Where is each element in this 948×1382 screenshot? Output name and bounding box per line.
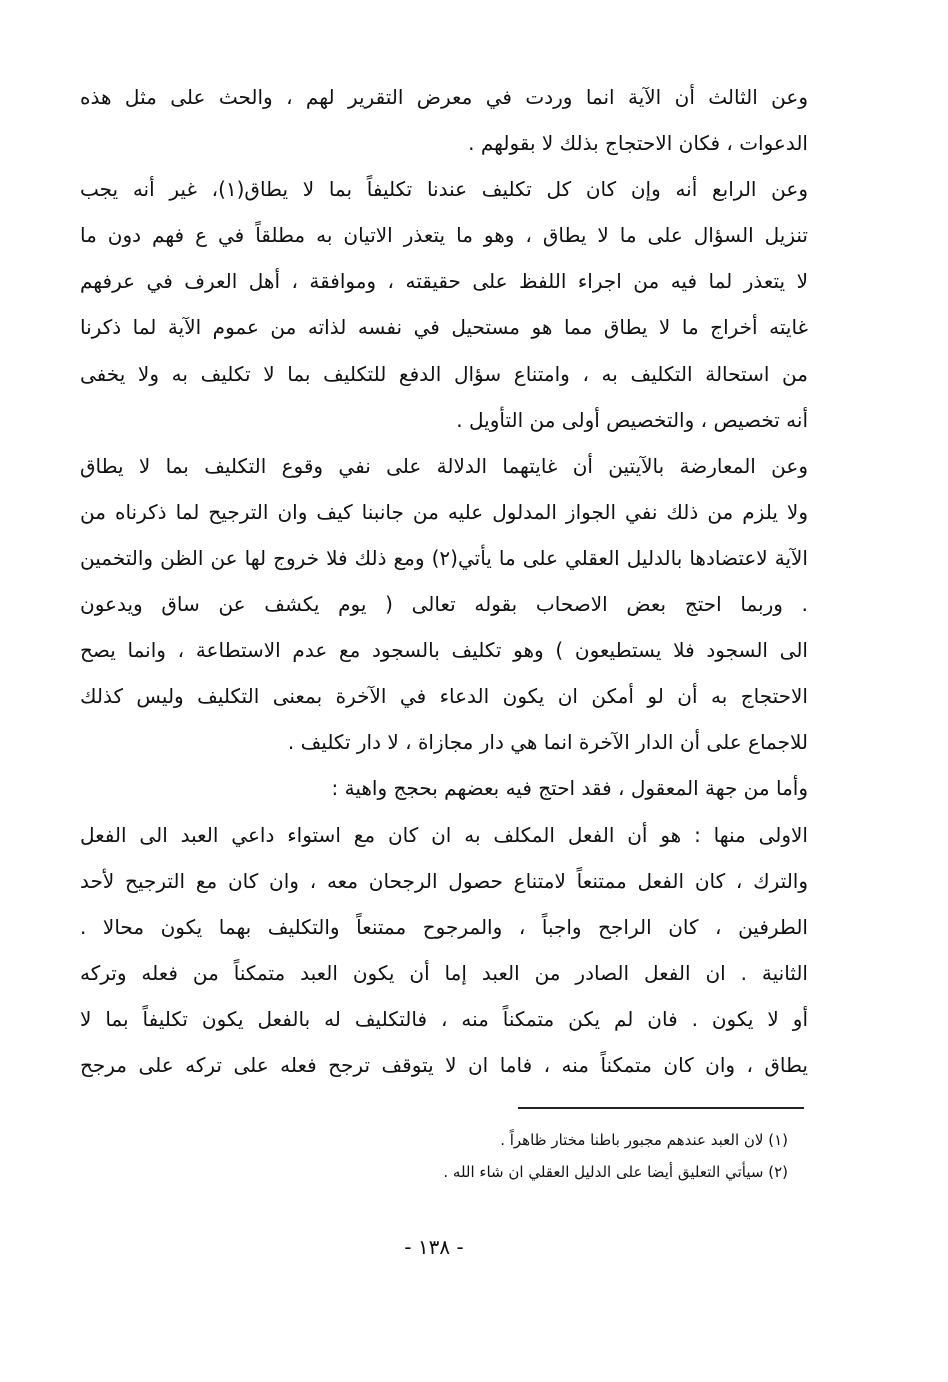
- footnote-divider: [518, 1107, 804, 1109]
- text-line-15: للاجماع على أن الدار الآخرة انما هي دار مجازاة ، لا دار تكليف .: [287, 730, 808, 755]
- text-line-2: الدعوات ، فكان الاحتجاج بذلك لا بقولهم .: [468, 131, 808, 156]
- text-line-9: وعن المعارضة بالآيتين أن غايتهما الدلالة على نفي وقوع التكليف بما لا يطاق: [80, 453, 808, 478]
- text-line-1: وعن الثالث أن الآية انما وردت في معرض التقرير لهم ، والحث على مثل هذه: [80, 85, 808, 109]
- text-line-5: لا يتعذر لما فيه من اجراء اللفظ على حقيقته ، وموافقة ، أهل العرف في عرفهم: [80, 269, 808, 294]
- text-line-6: غايته أخراج ما لا يطاق مما هو مستحيل في نفسه لذاته من عموم الآية لما ذكرنا: [80, 315, 808, 340]
- text-line-20: الثانية . ان الفعل الصادر من العبد إما أن يكون العبد متمكناً من فعله وتركه: [80, 960, 808, 985]
- text-line-18: والترك ، كان الفعل ممتنعاً لامتناع حصول الرجحان معه ، وان كان مع الترجيح لأحد: [80, 868, 808, 893]
- text-line-11: الآية لاعتضادها بالدليل العقلي على ما يأتي(٢) ومع ذلك فلا خروج لها عن الظن والتخمين: [80, 545, 808, 570]
- footnote-2: (٢) سيأتي التعليق أيضا على الدليل العقلي ان شاء الله .: [443, 1163, 788, 1181]
- text-line-14: الاحتجاج به أن لو أمكن ان يكون الدعاء في الآخرة بمعنى التكليف وليس كذلك: [80, 684, 808, 709]
- text-line-10: ولا يلزم من ذلك نفي الجواز المدلول عليه من جانبنا كيف وان الترجيح لما ذكرناه من: [80, 499, 808, 524]
- text-line-7: من استحالة التكليف به ، وامتناع سؤال الدفع للتكليف بما لا تكليف به ولا يخفى: [80, 361, 808, 386]
- text-line-8: أنه تخصيص ، والتخصيص أولى من التأويل .: [456, 407, 808, 432]
- page-number: - ١٣٨ -: [404, 1235, 464, 1259]
- text-line-4: تنزيل السؤال على ما لا يطاق ، وهو ما يتعذر الاتيان به مطلقاً في ع فهم دون ما: [80, 223, 808, 248]
- text-line-22: يطاق ، وان كان متمكناً منه ، فاما ان لا يتوقف ترجح فعله على تركه على مرجح: [80, 1052, 808, 1077]
- footnotes: [300, 1124, 788, 1188]
- text-line-21: أو لا يكون . فان لم يكن متمكناً منه ، فالتكليف له بالفعل يكون تكليفاً بما لا: [80, 1006, 808, 1031]
- text-line-13: الى السجود فلا يستطيعون ) وهو تكليف بالسجود مع عدم الاستطاعة ، وانما يصح: [80, 638, 808, 663]
- text-line-16: وأما من جهة المعقول ، فقد احتج فيه بعضهم بحجج واهية :: [331, 776, 808, 801]
- text-line-12: . وربما احتج بعض الاصحاب بقوله تعالى ( يوم يكشف عن ساق ويدعون: [80, 592, 808, 617]
- text-line-17: الاولى منها : هو أن الفعل المكلف به ان كان مع استواء داعي العبد الى الفعل: [80, 822, 808, 847]
- text-line-3: وعن الرابع أنه وإن كان كل تكليف عندنا تكليفاً بما لا يطاق(١)، غير أنه يجب: [80, 177, 808, 202]
- body-text: [80, 74, 808, 1088]
- text-line-19: الطرفين ، كان الراجح واجباً ، والمرجوح ممتنعاً والتكليف بهما يكون محالا .: [80, 914, 808, 939]
- footnote-1: (١) لان العبد عندهم مجبور باطنا مختار ظاهراً .: [500, 1131, 788, 1149]
